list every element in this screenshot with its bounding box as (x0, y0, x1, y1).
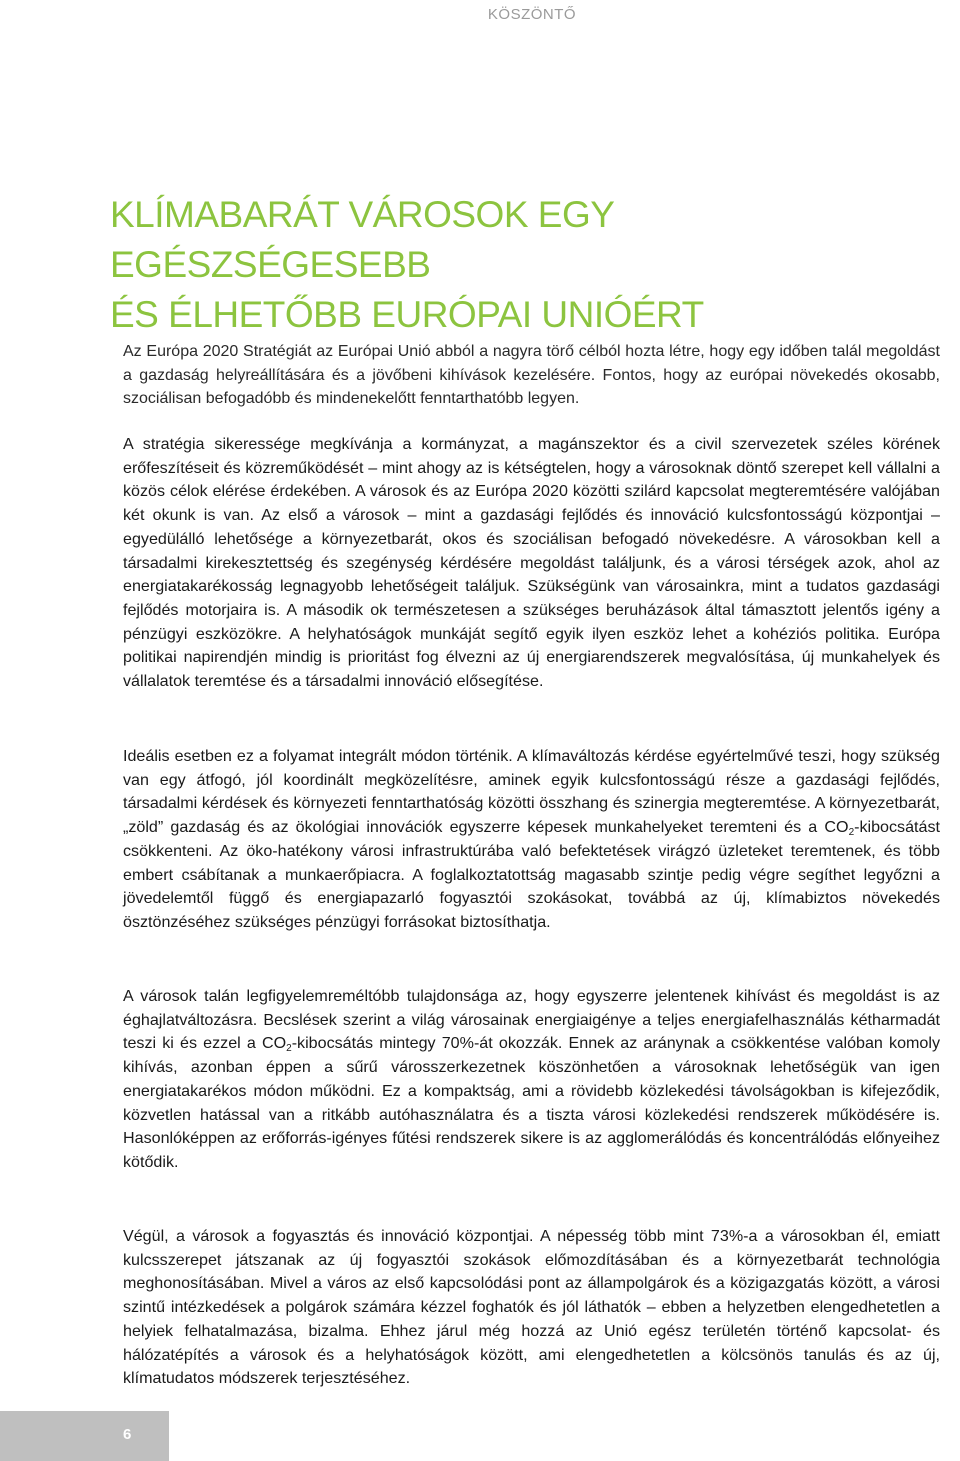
page-number: 6 (123, 1426, 132, 1443)
p3-text-end: -kibocsátás mintegy 70%-át okozzák. Ennek az aránynak a csökkentése valóban komoly kihívás, azonban éppen a sűrű városszerkezetnek köszönhetően a városoknak lehetőségük van igen energiatakarékos módon működni. Ez a kompaktság, ami a rövidebb közlekedési távolságokban is kifejeződik, közvetlen hatással van a ritkább autóhasználatra és a tiszta városi közlekedési rendszerek működésére is. Hasonlóképpen az erőforrás-igényes fűtési rendszerek sikere is az agglomerálódás és koncentrálódás előnyeihez kötődik. (123, 1034, 941, 1171)
lead-paragraph: Az Európa 2020 Stratégiát az Európai Unió abból a nagyra törő célból hozta létre, hogy egy időben talál megoldást a gazdaság helyreállítására és a jövőbeni kihívások kezelésére. Fontos, hogy az európai növekedés okosabb, szociálisan befogadóbb és mindenekelőtt fenntarthatóbb legyen. (123, 343, 940, 407)
title-line-2: ÉS ÉLHETŐBB EURÓPAI UNIÓÉRT (110, 294, 704, 335)
page-title (110, 190, 910, 340)
body-paragraph-2 (123, 745, 940, 935)
body-paragraph-1: A stratégia sikeressége megkívánja a kormányzat, a magánszektor és a civil szervezetek széles körének erőfeszítéseit és közreműködését – mint ahogy az is kétségtelen, hogy a városoknak döntő szerepet kell vállalni a közös célok elérése érdekében. A városok és az Európa 2020 közötti szilárd kapcsolat megteremtésére valójában két okunk is van. Az első a városok – mint a gazdasági fejlődés és innováció kulcsfontosságú központjai – egyedülálló lehetősége a környezetbarát, okos és szociálisan befogadó növekedésre. A városokban kell a társadalmi kirekesztettség és szegénység kérdésére megoldást találjunk, és a városi térségek azok, ahol az energiatakarékosság legnagyobb lehetőségeit találjuk. Szükségünk van városainkra, mint a tudatos gazdasági fejlődés motorjaira is. A második ok természetesen a szükséges beruházások által támasztott jelentős igény a pénzügyi eszközökre. A helyhatóságok munkáját segítő egyik ilyen eszköz lehet a kohéziós politika. Európa politikai napirendjén mindig is prioritást fog élvezni az új energiarendszerek megvalósítása, új munkahelyek és vállalatok teremtése és a társadalmi innováció elősegítése. (123, 435, 940, 691)
body-paragraph-4: Végül, a városok a fogyasztás és innováció központjai. A népesség több mint 73%-a a városokban él, emiatt kulcsszerepet játszanak az új fogyasztói szokások előmozdításában és a környezetbarát technológia meghonosításában. Mivel a város az első kapcsolódási pont az állampolgárok és a közigazgatás között, a városi szintű intézkedések a polgárok számára kézzel foghatók és jól láthatók – ebben a helyzetben elengedhetetlen a helyiek felhatalmazása, bizalma. Ehhez járul még hozzá az Unió egész területén történő kapcsolat- és hálózatépítés a városok és a helyhatóságok között, ami elengedhetetlen a kölcsönös tanulás és az új, klímatudatos módszerek terjesztéséhez. (123, 1227, 940, 1388)
page-number-box (0, 1411, 169, 1461)
title-line-1: KLÍMABARÁT VÁROSOK EGY EGÉSZSÉGESEBB (110, 194, 614, 285)
running-header: KÖSZÖNTŐ (487, 6, 577, 23)
p3-subscript: 2 (286, 1043, 292, 1055)
body-paragraph-3 (123, 985, 940, 1175)
p3-text-start: A városok talán legfigyelemreméltóbb tulajdonsága az, hogy egyszerre jelentenek kihívást és megoldást is az éghajlatváltozásra. Becslések szerint a világ városainak energiaigénye a teljes energiafelhasználás kétharmadát teszi ki és ezzel a CO (123, 987, 940, 1053)
p2-text-end: -kibocsátást csökkenteni. Az öko-hatékony városi infrastruktúrába való befektetések virágzó üzleteket teremtenek, és több embert csábítanak a munkaerőpiacra. A foglalkoztatottság magasabb szintje pedig végre segíthet legyőzni a jövedelemtől függő és energiapazarló fogyasztói szokásokat, továbbá az új, klímabiztos növekedés ösztönzéséhez szükséges pénzügyi forrásokat biztosíthatja. (123, 818, 940, 931)
p2-subscript: 2 (848, 827, 855, 839)
p2-text-start: Ideális esetben ez a folyamat integrált módon történik. A klímaváltozás kérdése egyértelművé teszi, hogy szükség van egy átfogó, jól koordinált megközelítésre, aminek egyik kulcsfontosságú része a gazdasági fejlődés, társadalmi kérdések és környezeti fenntarthatóság közötti összhang és szinergia megteremtése. A környezetbarát, „zöld” gazdaság és az ökológiai innovációk egyszerre képesek munkahelyeket teremteni és a CO (123, 747, 940, 837)
